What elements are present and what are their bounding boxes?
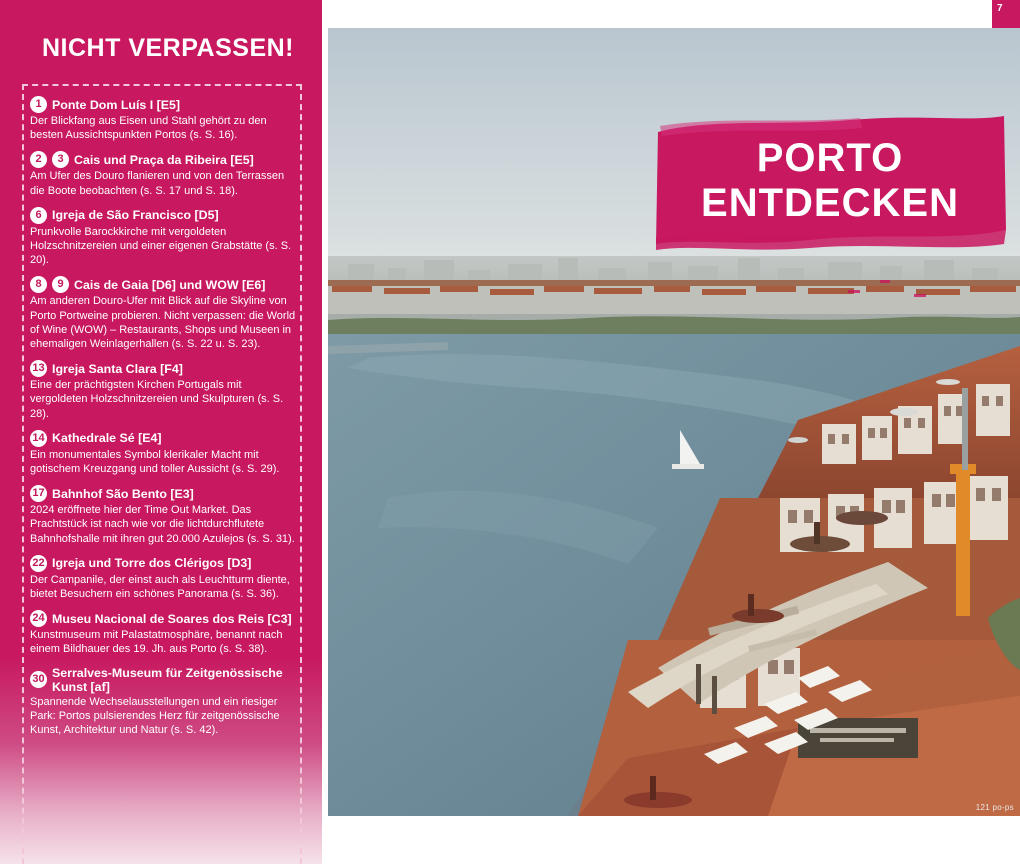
list-item-title: Serralves-Museum für Zeitgenössische Kunst [af] — [52, 665, 283, 694]
map-number-badge: 13 — [30, 360, 47, 377]
page-title: NICHT VERPASSEN! — [42, 34, 295, 62]
list-item-description: Prunkvolle Barockkirche mit vergoldeten Holzschnitzereien und einer eigenen Grabstätte (s. S. 20). — [30, 225, 292, 267]
list-item-description: Der Campanile, der einst auch als Leuchtturm diente, bietet Besuchern ein schönes Panorama (s. S. 36). — [30, 573, 290, 601]
list-item — [30, 207, 296, 268]
list-item-heading — [30, 360, 296, 377]
map-number-badge: 24 — [30, 610, 47, 627]
list-item-title: Museu Nacional de Soares dos Reis [C3] — [52, 611, 292, 626]
list-item-title: Cais und Praça da Ribeira [E5] — [74, 152, 254, 167]
list-item-heading — [30, 666, 296, 694]
headline-text-group — [650, 110, 1010, 252]
list-item-description: Spannende Wechselausstellungen und ein riesiger Park: Portos pulsierendes Herz für zeitgenössische Kunst, Architektur und Natur (s. S. 42). — [30, 695, 280, 737]
headline-line-1: PORTO — [756, 136, 904, 180]
list-item-description: Am Ufer des Douro flanieren und von den Terrassen die Boote beobachten (s. S. 17 und S. 18). — [30, 170, 285, 197]
list-item-heading — [30, 485, 296, 502]
map-number-badge: 1 — [30, 96, 47, 113]
list-item-description: Der Blickfang aus Eisen und Stahl gehört zu den besten Aussichtspunkten Portos (s. S. 16). — [30, 115, 267, 142]
photo-credit: 121 po-ps — [975, 803, 1014, 812]
list-item — [30, 666, 296, 738]
map-number-badge: 9 — [52, 276, 69, 293]
headline-brush-banner — [650, 110, 1010, 252]
list-item — [30, 555, 296, 601]
list-item-title: Cais de Gaia [D6] und WOW [E6] — [74, 277, 266, 292]
map-number-badge: 17 — [30, 485, 47, 502]
list-item-heading — [30, 96, 296, 113]
map-number-badge: 8 — [30, 276, 47, 293]
page-number: 7 — [997, 3, 1003, 14]
map-number-badge: 30 — [30, 671, 47, 688]
list-item-heading — [30, 207, 296, 224]
list-item-heading — [30, 276, 296, 293]
list-item-description: 2024 eröffnete hier der Time Out Market. Das Prachtstück ist nach wie vor die lichtdurchflutete Bahnhofshalle mit ihren gut 20.000 Azulejos (s. S. 31). — [30, 504, 295, 545]
highlights-list — [30, 96, 296, 746]
list-item-description: Am anderen Douro-Ufer mit Blick auf die Skyline von Porto Portweine probieren. Nicht verpassen: die World of Wine (WOW) – Restaurants, Shops und Museen in ehemaligen Weinlagerhallen (s. S. 22 u. S. 23). — [30, 295, 296, 351]
list-item — [30, 485, 296, 546]
list-item-description: Ein monumentales Symbol klerikaler Macht mit gotischem Kreuzgang und toller Aussicht (s. S. 29). — [30, 448, 280, 476]
map-number-badge: 6 — [30, 207, 47, 224]
list-item-heading — [30, 430, 296, 447]
list-item — [30, 151, 296, 197]
list-item-heading — [30, 151, 296, 168]
list-item-title: Bahnhof São Bento [E3] — [52, 486, 194, 501]
list-item-heading — [30, 610, 296, 627]
list-item-heading — [30, 555, 296, 572]
map-number-badge: 2 — [30, 151, 47, 168]
map-number-badge: 3 — [52, 151, 69, 168]
list-item-title: Ponte Dom Luís I [E5] — [52, 97, 181, 112]
map-number-badge: 22 — [30, 555, 47, 572]
highlights-panel — [0, 0, 322, 864]
list-item-title: Igreja Santa Clara [F4] — [52, 361, 183, 376]
page-number-tab — [992, 0, 1020, 28]
photo-bottom-margin — [328, 816, 1020, 864]
list-item-description: Eine der prächtigsten Kirchen Portugals mit vergoldeten Holzschnitzereien und Skulpturen (s. S. 28). — [30, 379, 284, 420]
list-item — [30, 610, 296, 656]
map-number-badge: 14 — [30, 430, 47, 447]
list-item-title: Igreja und Torre dos Clérigos [D3] — [52, 556, 252, 571]
list-item — [30, 430, 296, 476]
list-item-title: Igreja de São Francisco [D5] — [52, 208, 219, 223]
headline-line-2: ENTDECKEN — [701, 181, 959, 225]
list-item — [30, 276, 296, 351]
list-item — [30, 96, 296, 142]
list-item-description: Kunstmuseum mit Palastatmosphäre, benannt nach einem Bildhauer des 19. Jh. aus Porto (s. S. 38). — [30, 629, 283, 656]
list-item — [30, 360, 296, 421]
list-item-title: Kathedrale Sé [E4] — [52, 431, 162, 446]
